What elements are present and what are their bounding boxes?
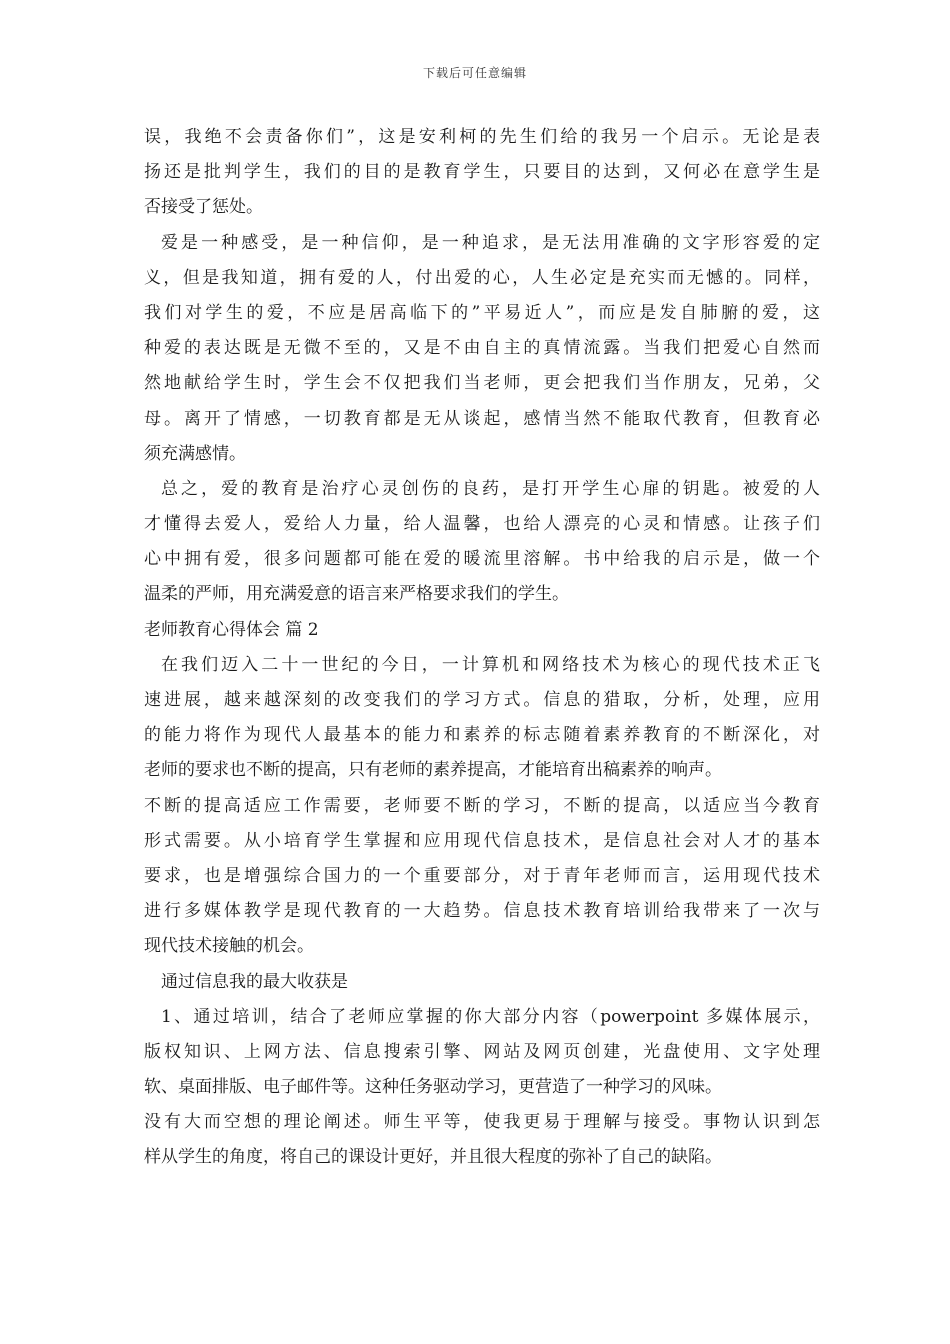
text-line: 速进展，越来越深刻的改变我们的学习方式。信息的猎取，分析，处理，应用 bbox=[144, 690, 820, 710]
text-line: 扬还是批判学生，我们的目的是教育学生，只要目的达到，又何必在意学生是 bbox=[144, 162, 820, 183]
text-line: 1、通过培训，结合了老师应掌握的你大部分内容（powerpoint 多媒体展示， bbox=[161, 1006, 820, 1027]
text-line: 在我们迈入二十一世纪的今日，一计算机和网络技术为核心的现代技术正飞 bbox=[161, 654, 820, 675]
text-line: 义，但是我知道，拥有爱的人，付出爱的心，人生必定是充实而无憾的。同样， bbox=[144, 267, 820, 288]
section-heading: 老师教育心得体会 篇 2 bbox=[144, 619, 319, 640]
text-line: 样从学生的角度，将自己的课设计更好，并且很大程度的弥补了自己的缺陷。 bbox=[144, 1147, 722, 1168]
text-line: 现代技术接触的机会。 bbox=[144, 936, 314, 957]
text-line: 总之，爱的教育是治疗心灵创伤的良药，是打开学生心扉的钥匙。被爱的人 bbox=[161, 478, 820, 499]
text-line: 种爱的表达既是无微不至的，又是不由自主的真情流露。当我们把爱心自然而 bbox=[144, 338, 820, 359]
text-line: 老师的要求也不断的提高，只有老师的素养提高，才能培育出稿素养的响声。 bbox=[144, 760, 722, 781]
text-line: 不断的提高适应工作需要，老师要不断的学习，不断的提高，以适应当今教育 bbox=[144, 795, 820, 816]
page-header: 下载后可任意编辑 bbox=[422, 66, 527, 80]
text-line: 然地献给学生时，学生会不仅把我们当老师，更会把我们当作朋友，兄弟，父 bbox=[144, 373, 820, 394]
text-line: 没有大而空想的理论阐述。师生平等，使我更易于理解与接受。事物认识到怎 bbox=[144, 1112, 820, 1133]
text-line: 爱是一种感受，是一种信仰，是一种追求，是无法用准确的文字形容爱的定 bbox=[161, 232, 820, 253]
text-line: 软、桌面排版、电子邮件等。这种任务驱动学习，更营造了一种学习的风味。 bbox=[144, 1077, 722, 1098]
text-line: 否接受了惩处。 bbox=[144, 197, 263, 218]
text-line: 形式需要。从小培育学生掌握和应用现代信息技术，是信息社会对人才的基本 bbox=[144, 830, 820, 851]
text-line: 误，我绝不会责备你们”，这是安利柯的先生们给的我另一个启示。无论是表 bbox=[144, 127, 820, 147]
text-line: 进行多媒体教学是现代教育的一大趋势。信息技术教育培训给我带来了一次与 bbox=[144, 901, 820, 922]
text-line: 要求，也是增强综合国力的一个重要部分，对于青年老师而言，运用现代技术 bbox=[144, 865, 820, 886]
text-line: 温柔的严师，用充满爱意的语言来严格要求我们的学生。 bbox=[144, 584, 569, 605]
document-body bbox=[144, 120, 820, 1176]
text-line: 母。离开了情感，一切教育都是无从谈起，感情当然不能取代教育，但教育必 bbox=[144, 408, 820, 429]
text-line: 心中拥有爱，很多问题都可能在爱的暖流里溶解。书中给我的启示是，做一个 bbox=[144, 549, 820, 570]
text-line: 须充满感情。 bbox=[144, 443, 246, 464]
text-line: 版权知识、上网方法、信息搜索引擎、网站及网页创建，光盘使用、文字处理 bbox=[144, 1041, 820, 1062]
text-line: 我们对学生的爱，不应是居高临下的”平易近人”，而应是发自肺腑的爱，这 bbox=[144, 302, 820, 323]
text-line: 通过信息我的最大收获是 bbox=[161, 971, 348, 992]
text-line: 才懂得去爱人，爱给人力量，给人温馨，也给人漂亮的心灵和情感。让孩子们 bbox=[144, 514, 820, 535]
text-line: 的能力将作为现代人最基本的能力和素养的标志随着素养教育的不断深化，对 bbox=[144, 725, 820, 746]
